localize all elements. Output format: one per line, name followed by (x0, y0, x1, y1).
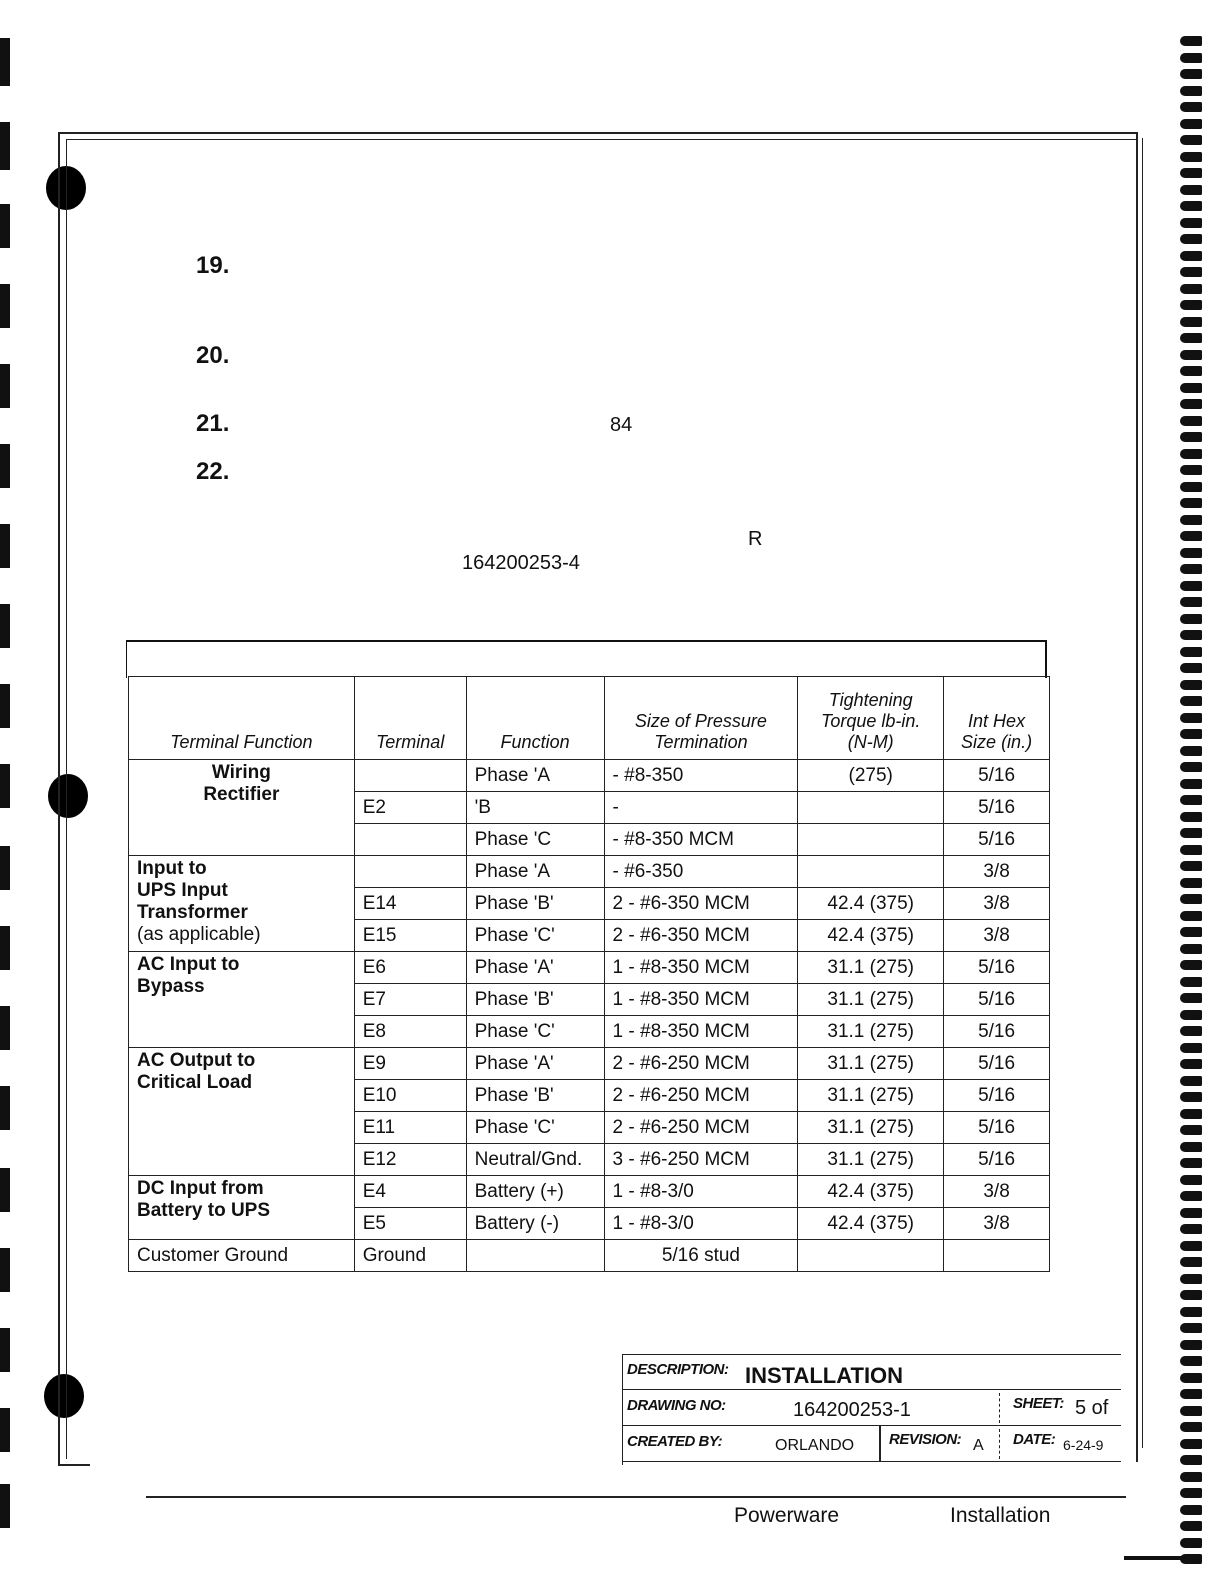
hex-cell: 3/8 (944, 1208, 1050, 1240)
coil-loop (1180, 845, 1202, 855)
terminal-function-line: Bypass (137, 976, 205, 997)
function-cell: 'B (466, 792, 604, 824)
torque-cell: 42.4 (375) (798, 1208, 944, 1240)
torque-cell (798, 1240, 944, 1272)
terminal-cell: E11 (354, 1112, 466, 1144)
size-cell: 1 - #8-350 MCM (604, 1016, 798, 1048)
coil-loop (1180, 218, 1202, 228)
coil-loop (1180, 911, 1202, 921)
hex-cell: 3/8 (944, 888, 1050, 920)
sheet-label: SHEET: (1013, 1395, 1064, 1412)
coil-loop (1180, 1125, 1202, 1135)
hex-cell (944, 1240, 1050, 1272)
torque-cell: 42.4 (375) (798, 888, 944, 920)
hex-cell: 5/16 (944, 1144, 1050, 1176)
size-cell: 5/16 stud (604, 1240, 798, 1272)
coil-loop (1180, 1175, 1202, 1185)
torque-cell: 31.1 (275) (798, 952, 944, 984)
coil-loop (1180, 1472, 1202, 1482)
terminal-function-line: Battery to UPS (137, 1200, 271, 1221)
terminal-function-cell: Customer Ground (129, 1240, 355, 1272)
coil-loop (1180, 746, 1202, 756)
coil-loop (1180, 531, 1202, 541)
coil-loop (1180, 1521, 1202, 1531)
hex-cell: 3/8 (944, 1176, 1050, 1208)
coil-loop (1180, 1406, 1202, 1416)
terminal-cell: E7 (354, 984, 466, 1016)
coil-loop (1180, 1356, 1202, 1366)
coil-loop (1180, 383, 1202, 393)
text-fragment: 84 (610, 414, 633, 436)
terminal-cell: E10 (354, 1080, 466, 1112)
coil-loop (1180, 201, 1202, 211)
hex-cell: 5/16 (944, 952, 1050, 984)
coil-loop (1180, 581, 1202, 591)
torque-cell: 31.1 (275) (798, 1144, 944, 1176)
torque-cell: 31.1 (275) (798, 1016, 944, 1048)
coil-loop (1180, 267, 1202, 277)
coil-loop (1180, 795, 1202, 805)
coil-loop (1180, 977, 1202, 987)
coil-loop (1180, 960, 1202, 970)
table-row (129, 760, 1050, 792)
coil-loop (1180, 119, 1202, 129)
size-cell: 2 - #6-250 MCM (604, 1080, 798, 1112)
drawing-no-label: DRAWING NO: (627, 1397, 726, 1414)
coil-loop (1180, 647, 1202, 657)
drawing-no-value: 164200253-1 (793, 1399, 911, 1421)
torque-cell: 42.4 (375) (798, 920, 944, 952)
size-cell: 2 - #6-350 MCM (604, 888, 798, 920)
function-cell: Neutral/Gnd. (466, 1144, 604, 1176)
torque-cell: 31.1 (275) (798, 1080, 944, 1112)
drawing-reference: 164200253-4 (462, 552, 580, 574)
coil-loop (1180, 168, 1202, 178)
terminal-function-cell (129, 760, 355, 856)
step-number: 22. (196, 458, 230, 485)
hex-cell: 5/16 (944, 1016, 1050, 1048)
terminal-cell (354, 824, 466, 856)
coil-loop (1180, 614, 1202, 624)
terminal-cell (354, 856, 466, 888)
torque-cell: 31.1 (275) (798, 1112, 944, 1144)
terminal-cell: E14 (354, 888, 466, 920)
coil-loop (1180, 630, 1202, 640)
coil-loop (1180, 1241, 1202, 1251)
terminal-cell: E4 (354, 1176, 466, 1208)
terminal-cell: E9 (354, 1048, 466, 1080)
function-cell: Phase 'C' (466, 1112, 604, 1144)
coil-loop (1180, 465, 1202, 475)
coil-loop (1180, 729, 1202, 739)
terminal-function-cell (129, 856, 355, 952)
function-cell: Phase 'A' (466, 1048, 604, 1080)
coil-loop (1180, 366, 1202, 376)
coil-loop (1180, 185, 1202, 195)
coil-loop (1180, 1422, 1202, 1432)
coil-loop (1180, 1340, 1202, 1350)
function-cell: Phase 'A (466, 760, 604, 792)
sheet-value: 5 of (1075, 1397, 1109, 1419)
coil-loop (1180, 1455, 1202, 1465)
revision-value: A (973, 1437, 984, 1454)
header-hex: Int Hex Size (in.) (944, 677, 1050, 760)
function-cell: Battery (+) (466, 1176, 604, 1208)
size-cell: 1 - #8-3/0 (604, 1208, 798, 1240)
coil-loop (1180, 1191, 1202, 1201)
footer-brand: Powerware (734, 1504, 840, 1527)
size-cell: - #6-350 (604, 856, 798, 888)
coil-loop (1180, 1439, 1202, 1449)
coil-loop (1180, 812, 1202, 822)
table-row (129, 952, 1050, 984)
header-size: Size of Pressure Termination (604, 677, 798, 760)
coil-loop (1180, 432, 1202, 442)
table-row (129, 1176, 1050, 1208)
function-cell: Phase 'B' (466, 984, 604, 1016)
hex-cell: 5/16 (944, 984, 1050, 1016)
revision-label: REVISION: (889, 1431, 962, 1448)
function-cell (466, 1240, 604, 1272)
terminal-function-cell (129, 1176, 355, 1240)
coil-loop (1180, 696, 1202, 706)
coil-loop (1180, 828, 1202, 838)
coil-loop (1180, 1109, 1202, 1119)
hex-cell: 5/16 (944, 1048, 1050, 1080)
torque-cell: (275) (798, 760, 944, 792)
coil-loop (1180, 1208, 1202, 1218)
size-cell: 2 - #6-250 MCM (604, 1048, 798, 1080)
terminal-function-line: AC Output to (137, 1050, 256, 1071)
terminal-function-line: UPS Input (137, 880, 228, 901)
terminal-cell: E6 (354, 952, 466, 984)
coil-loop (1180, 564, 1202, 574)
table-row (129, 1048, 1050, 1080)
function-cell: Battery (-) (466, 1208, 604, 1240)
size-cell: - #8-350 MCM (604, 824, 798, 856)
step-number: 19. (196, 252, 230, 279)
hex-cell: 5/16 (944, 1112, 1050, 1144)
torque-cell (798, 856, 944, 888)
coil-loop (1180, 1373, 1202, 1383)
coil-loop (1180, 1158, 1202, 1168)
terminal-function-line: Transformer (137, 902, 248, 923)
table-title-box (126, 640, 1047, 678)
coil-loop (1180, 663, 1202, 673)
terminal-function-cell (129, 952, 355, 1048)
created-by-value: ORLANDO (775, 1437, 855, 1454)
coil-loop (1180, 449, 1202, 459)
terminal-table (128, 676, 1050, 1272)
coil-loop (1180, 1142, 1202, 1152)
function-cell: Phase 'B' (466, 1080, 604, 1112)
coil-loop (1180, 1389, 1202, 1399)
coil-loop (1180, 944, 1202, 954)
header-torque: Tightening Torque lb-in. (N-M) (798, 677, 944, 760)
coil-loop (1180, 779, 1202, 789)
footer-rule (146, 1496, 1126, 1498)
terminal-function-line: Rectifier (203, 784, 280, 805)
terminal-function-line: (as applicable) (137, 924, 261, 945)
coil-loop (1180, 36, 1202, 46)
coil-loop (1180, 548, 1202, 558)
coil-loop (1180, 152, 1202, 162)
coil-loop (1180, 1257, 1202, 1267)
coil-loop (1180, 1274, 1202, 1284)
coil-loop (1180, 1488, 1202, 1498)
function-cell: Phase 'C' (466, 1016, 604, 1048)
function-cell: Phase 'A' (466, 952, 604, 984)
coil-loop (1180, 498, 1202, 508)
description-label: DESCRIPTION: (627, 1361, 729, 1378)
coil-loop (1180, 1010, 1202, 1020)
function-cell: Phase 'B' (466, 888, 604, 920)
terminal-function-cell (129, 1048, 355, 1176)
table-row (129, 856, 1050, 888)
coil-loop (1180, 1538, 1202, 1548)
coil-loop (1180, 1505, 1202, 1515)
coil-loop (1180, 1323, 1202, 1333)
coil-loop (1180, 762, 1202, 772)
size-cell: 2 - #6-250 MCM (604, 1112, 798, 1144)
coil-loop (1180, 1043, 1202, 1053)
torque-cell (798, 824, 944, 856)
coil-loop (1180, 284, 1202, 294)
hex-cell: 5/16 (944, 760, 1050, 792)
header-terminal-function: Terminal Function (129, 677, 355, 760)
size-cell: 3 - #6-250 MCM (604, 1144, 798, 1176)
torque-cell: 31.1 (275) (798, 984, 944, 1016)
terminal-function-line: Critical Load (137, 1072, 253, 1093)
coil-loop (1180, 894, 1202, 904)
date-label: DATE: (1013, 1431, 1056, 1448)
size-cell: 2 - #6-350 MCM (604, 920, 798, 952)
coil-loop (1180, 350, 1202, 360)
terminal-function-line: Wiring (211, 762, 271, 783)
coil-loop (1180, 251, 1202, 261)
date-value: 6-24-9 (1063, 1437, 1104, 1453)
size-cell: - (604, 792, 798, 824)
torque-cell: 42.4 (375) (798, 1176, 944, 1208)
terminal-cell (354, 760, 466, 792)
coil-loop (1180, 1026, 1202, 1036)
coil-loop (1180, 416, 1202, 426)
hex-cell: 3/8 (944, 920, 1050, 952)
function-cell: Phase 'A (466, 856, 604, 888)
title-block (622, 1354, 1121, 1465)
corner-mark (1124, 1556, 1194, 1560)
coil-loop (1180, 86, 1202, 96)
step-number: 20. (196, 342, 230, 369)
coil-loop (1180, 300, 1202, 310)
coil-loop (1180, 1059, 1202, 1069)
terminal-function-line: AC Input to (137, 954, 240, 975)
coil-loop (1180, 234, 1202, 244)
terminal-cell: E12 (354, 1144, 466, 1176)
description-value: INSTALLATION (745, 1363, 904, 1388)
coil-loop (1180, 317, 1202, 327)
punch-hole-bottom (44, 1374, 84, 1418)
size-cell: 1 - #8-350 MCM (604, 984, 798, 1016)
size-cell: 1 - #8-3/0 (604, 1176, 798, 1208)
size-cell: 1 - #8-350 MCM (604, 952, 798, 984)
coil-loop (1180, 1092, 1202, 1102)
header-terminal: Terminal (354, 677, 466, 760)
coil-loop (1180, 102, 1202, 112)
coil-loop (1180, 333, 1202, 343)
terminal-cell: Ground (354, 1240, 466, 1272)
header-function: Function (466, 677, 604, 760)
created-by-label: CREATED BY: (627, 1433, 723, 1450)
coil-loop (1180, 399, 1202, 409)
terminal-function-line: Input to (137, 858, 207, 879)
step-number: 21. (196, 410, 230, 437)
coil-loop (1180, 878, 1202, 888)
coil-loop (1180, 1224, 1202, 1234)
punch-hole-middle (48, 774, 88, 818)
hex-cell: 5/16 (944, 824, 1050, 856)
coil-loop (1180, 53, 1202, 63)
hex-cell: 5/16 (944, 1080, 1050, 1112)
terminal-cell: E2 (354, 792, 466, 824)
coil-loop (1180, 927, 1202, 937)
hex-cell: 3/8 (944, 856, 1050, 888)
coil-loop (1180, 1290, 1202, 1300)
terminal-cell: E8 (354, 1016, 466, 1048)
terminal-cell: E5 (354, 1208, 466, 1240)
size-cell: - #8-350 (604, 760, 798, 792)
hex-cell: 5/16 (944, 792, 1050, 824)
terminal-cell: E15 (354, 920, 466, 952)
function-cell: Phase 'C (466, 824, 604, 856)
coil-loop (1180, 135, 1202, 145)
coil-loop (1180, 482, 1202, 492)
torque-cell: 31.1 (275) (798, 1048, 944, 1080)
terminal-function-line: DC Input from (137, 1178, 264, 1199)
coil-loop (1180, 993, 1202, 1003)
table-row (129, 1240, 1050, 1272)
function-cell: Phase 'C' (466, 920, 604, 952)
coil-loop (1180, 597, 1202, 607)
coil-loop (1180, 713, 1202, 723)
text-fragment: R (748, 528, 763, 550)
coil-loop (1180, 861, 1202, 871)
coil-loop (1180, 515, 1202, 525)
coil-loop (1180, 69, 1202, 79)
coil-loop (1180, 1076, 1202, 1086)
torque-cell (798, 792, 944, 824)
coil-loop (1180, 1307, 1202, 1317)
coil-loop (1180, 680, 1202, 690)
table-header-row (129, 677, 1050, 760)
footer-section: Installation (950, 1504, 1051, 1527)
